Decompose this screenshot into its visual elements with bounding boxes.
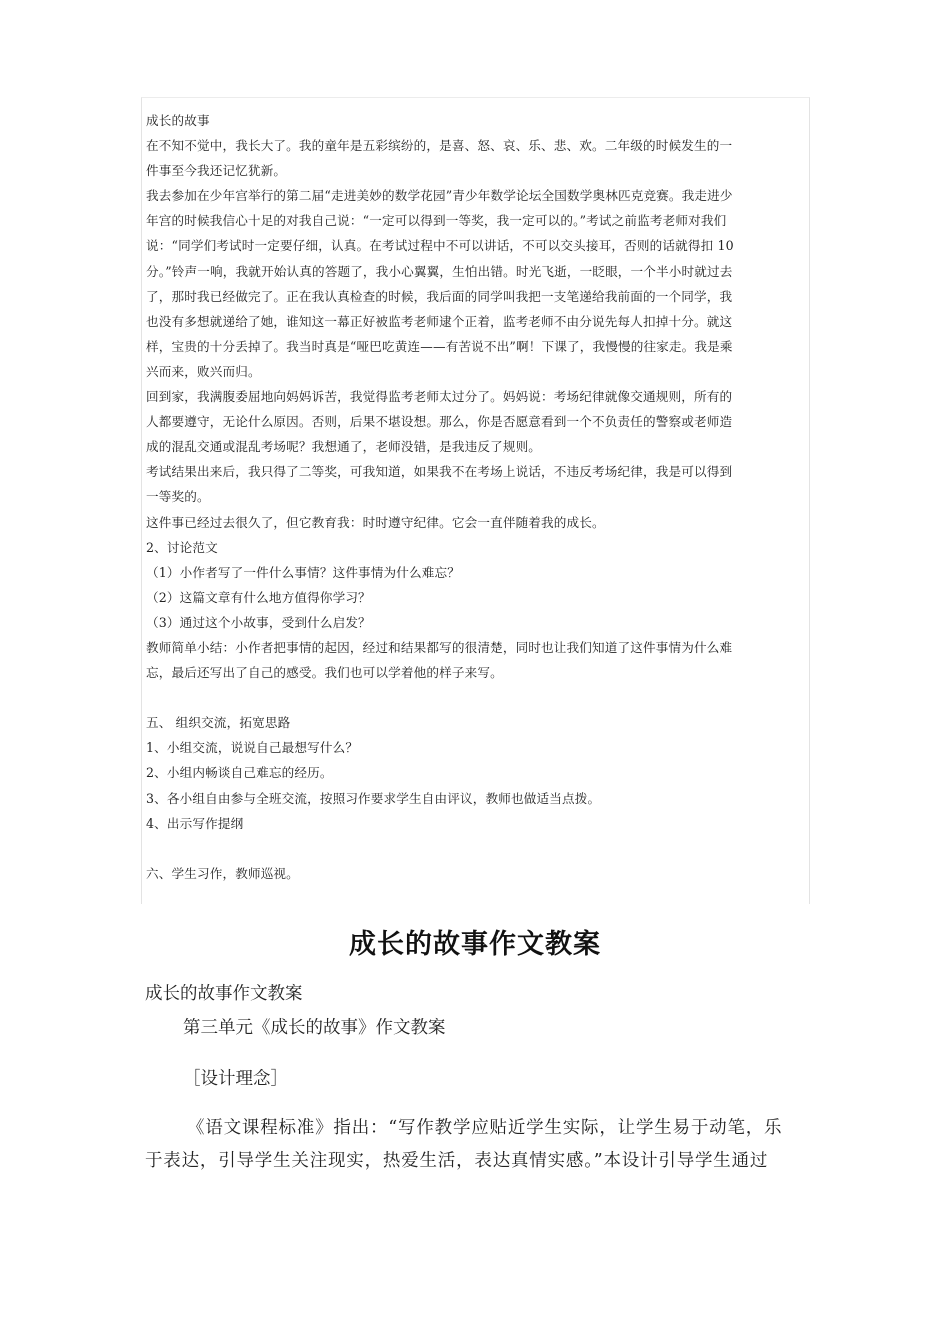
section-label: ［设计理念］ (183, 1069, 288, 1089)
blank-line (146, 836, 806, 861)
box-line: 一等奖的。 (146, 489, 210, 505)
box-line: 成长的故事 (146, 113, 210, 128)
body-line: 《语文课程标准》指出：“写作教学应贴近学生实际，让学生易于动笔，乐 (187, 1118, 783, 1138)
box-line: 1、小组交流，说说自己最想写什么？ (146, 740, 359, 756)
box-line: 也没有多想就递给了她，谁知这一幕正好被监考老师逮个正着，监考老师不由分说先每人扣掉十分。就这 (146, 313, 733, 329)
box-line: （3）通过这个小故事，受到什么启发？ (146, 614, 371, 630)
box-line: 样，宝贵的十分丢掉了。我当时真是“哑巴吃黄连——有苦说不出”啊！下课了，我慢慢的往家走。我是乘 (146, 338, 733, 354)
box-line: 说：“同学们考试时一定要仔细，认真。在考试过程中不可以讲话，不可以交头接耳，否则的话就得扣 10 (146, 238, 734, 254)
box-line: 六、学生习作，教师巡视。 (146, 865, 299, 881)
box-line: 4、出示写作提纲 (146, 815, 244, 831)
box-line: 人都要遵守，无论什么原因。否则，后果不堪设想。那么，你是否愿意看到一个不负责任的警察或老师造 (146, 414, 733, 430)
box-line: 五、 组织交流，拓宽思路 (146, 715, 291, 731)
box-line: 年宫的时候我信心十足的对我自己说：“一定可以得到一等奖，我一定可以的。”考试之前监考老师对我们 (146, 213, 727, 229)
box-line: 2、小组内畅谈自己难忘的经历。 (146, 765, 333, 781)
box-line: 2、讨论范文 (146, 539, 218, 555)
body-line: 于表达，引导学生关注现实，热爱生活，表达真情实感。”本设计引导学生通过 (145, 1151, 769, 1171)
blank-line (146, 685, 806, 710)
document-title: 成长的故事作文教案 (349, 929, 601, 960)
box-line: 我去参加在少年宫举行的第二届“走进美妙的数学花园”青少年数学论坛全国数学奥林匹克竞赛。我走进少 (146, 188, 733, 204)
box-line: 教师简单小结：小作者把事情的起因，经过和结果都写的很清楚，同时也让我们知道了这件事情为什么难 (146, 639, 733, 655)
unit-title: 第三单元《成长的故事》作文教案 (183, 1018, 446, 1038)
box-line: 考试结果出来后，我只得了二等奖，可我知道，如果我不在考场上说话，不违反考场纪律，我是可以得到 (146, 464, 733, 480)
lesson-text-box (141, 97, 810, 904)
box-line: 这件事已经过去很久了，但它教育我：时时遵守纪律。它会一直伴随着我的成长。 (146, 514, 605, 530)
box-line: 忘，最后还写出了自己的感受。我们也可以学着他的样子来写。 (146, 665, 503, 681)
body-paragraph (145, 1112, 815, 1178)
box-line: （2）这篇文章有什么地方值得你学习？ (146, 589, 371, 605)
box-line: 在不知不觉中，我长大了。我的童年是五彩缤纷的，是喜、怒、哀、乐、悲、欢。二年级的时候发生的一 (146, 138, 733, 154)
box-line: 件事至今我还记忆犹新。 (146, 163, 287, 179)
lesson-text-lines (146, 108, 806, 886)
box-line: 分。”铃声一响，我就开始认真的答题了，我小心翼翼，生怕出错。时光飞逝，一眨眼，一个半小时就过去 (146, 263, 733, 279)
box-line: （1）小作者写了一件什么事情？这件事情为什么难忘？ (146, 564, 461, 580)
box-line: 兴而来，败兴而归。 (146, 363, 261, 379)
box-line: 了，那时我已经做完了。正在我认真检查的时候，我后面的同学叫我把一支笔递给我前面的一个同学，我 (146, 288, 733, 304)
document-subtitle: 成长的故事作文教案 (145, 984, 303, 1004)
box-line: 成的混乱交通或混乱考场呢？我想通了，老师没错，是我违反了规则。 (146, 439, 542, 455)
box-line: 回到家，我满腹委屈地向妈妈诉苦，我觉得监考老师太过分了。妈妈说：考场纪律就像交通规则，所有的 (146, 389, 733, 405)
box-line: 3、各小组自由参与全班交流，按照习作要求学生自由评议，教师也做适当点拨。 (146, 790, 601, 806)
